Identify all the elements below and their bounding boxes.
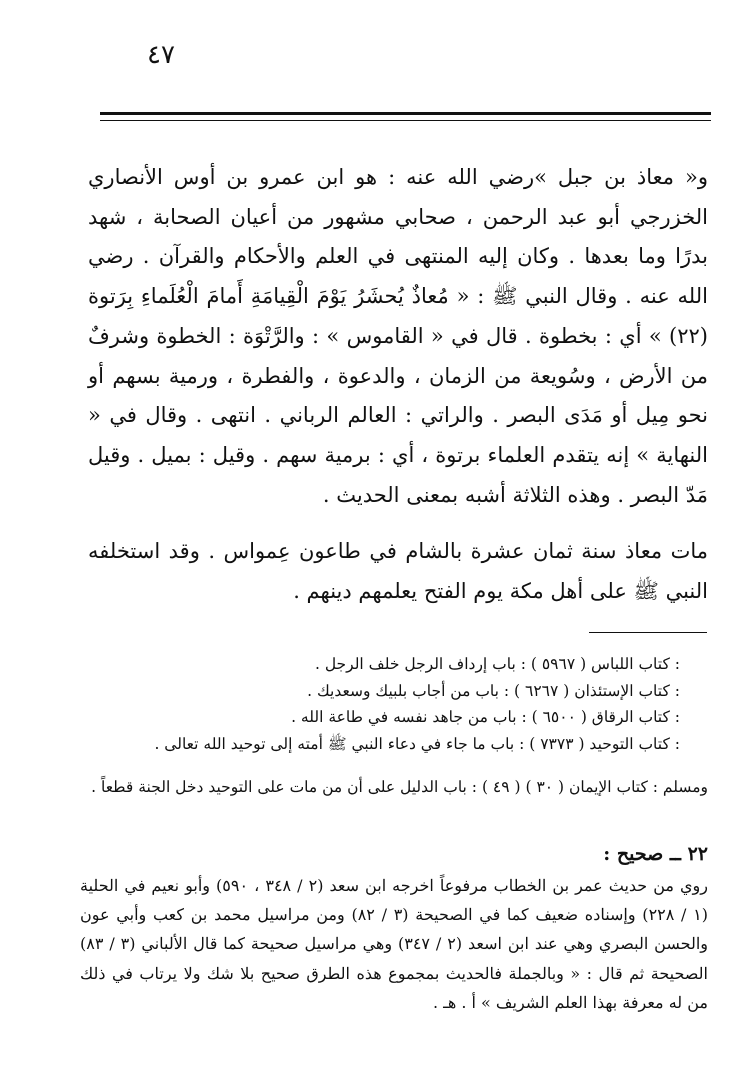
reference-line: : كتاب الإستئذان ( ٦٢٦٧ ) : باب من أجاب بلبيك وسعديك .: [307, 681, 680, 700]
main-paragraph-1: و« معاذ بن جبل »رضي الله عنه : هو ابن عمرو بن أوس الأنصاري الخزرجي أبو عبد الرحمن ، صحابي مشهور من أعيان الصحابة ، شهد بدرًا وما بعدها . وكان إليه المنتهى في العلم والأحكام والقرآن . رضي الله عنه . وقال النبي ﷺ : « مُعاذٌ يُحشَرُ يَوْمَ الْقِيامَةِ أَمامَ الْعُلَماءِ بِرَتوة (٢٢) » أي : بخطوة . قال في « القاموس » : والرَّتْوَة : الخطوة وشرفٌ من الأرض ، وسُويعة من الزمان ، والدعوة ، والفطرة ، ورمية بسهم أو نحو مِيل أو مَدَى البصر . والراتي : العالم الرباني . انتهى . وقال في « النهاية » إنه يتقدم العلماء برتوة ، أي : برمية سهم . وقيل : بميل . وقيل مَدّ البصر . وهذه الثلاثة أشبه بمعنى الحديث .: [88, 165, 708, 507]
footnote-separator: [589, 632, 707, 633]
header-rule-thick: [100, 112, 711, 115]
footnote-22-text: روي من حديث عمر بن الخطاب مرفوعاً اخرجه ابن سعد (٢ / ٣٤٨ ، ٥٩٠) وأبو نعيم في الحلية (١ / ٢٢٨) وإسناده ضعيف كما في الصحيحة (٣ / ٨٢) ومن مراسيل محمد بن كعب وأبي عون والحسن البصري وهي عند ابن اسعد (٢ / ٣٤٧) وهي مراسيل صحيحة كما قال الألباني (٣ / ٨٣) الصحيحة ثم قال : « وبالجملة فالحديث بمجموع هذه الطرق صحيح بلا شك ولا يرتاب في ذلك من له معرفة بهذا العلم الشريف » أ . هـ .: [80, 876, 709, 1012]
muslim-reference: [80, 775, 708, 801]
muslim-reference-text: ومسلم : كتاب الإيمان ( ٣٠ ) ( ٤٩ ) : باب الدليل على أن من مات على التوحيد دخل الجنة قطعاً .: [91, 778, 708, 796]
page-number: ٤٧: [147, 40, 175, 70]
reference-line: : كتاب التوحيد ( ٧٣٧٣ ) : باب ما جاء في دعاء النبي ﷺ أمته إلى توحيد الله تعالى .: [154, 734, 680, 753]
footnote-22-heading: ٢٢ ــ صحيح :: [603, 843, 708, 865]
header-rule-thin: [100, 120, 711, 121]
footnote-22-body: [80, 871, 708, 1017]
reference-line: : كتاب اللباس ( ٥٩٦٧ ) : باب إرداف الرجل خلف الرجل .: [314, 655, 680, 673]
main-paragraph-2: مات معاذ سنة ثمان عشرة بالشام في طاعون عِمواس . وقد استخلفه النبي ﷺ على أهل مكة يوم الفتح يعلمهم دينهم .: [88, 539, 708, 604]
reference-line: : كتاب الرقاق ( ٦٥٠٠ ) : باب من جاهد نفسه في طاعة الله .: [291, 708, 680, 726]
footnote-references: [80, 651, 680, 757]
main-text: [88, 158, 708, 612]
